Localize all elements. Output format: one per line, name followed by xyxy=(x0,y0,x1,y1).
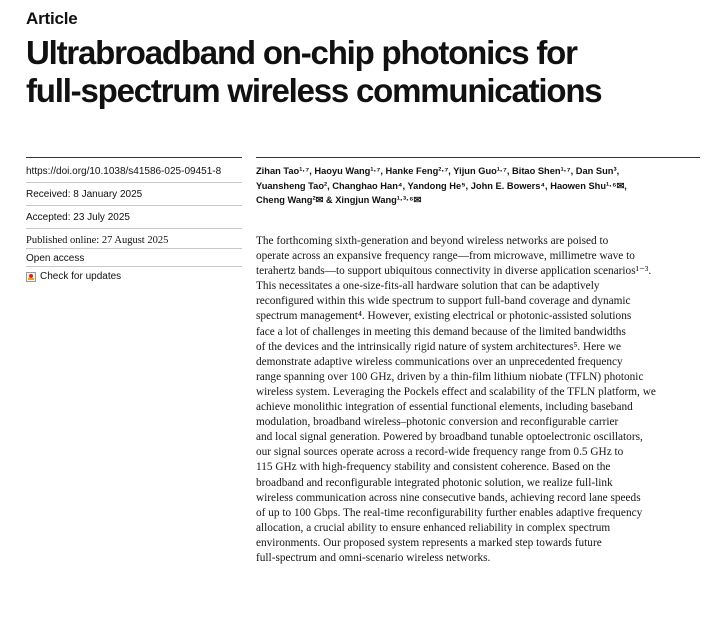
abstract-line: demonstrate adaptive wireless communications over an unprecedented frequency xyxy=(256,355,623,368)
check-for-updates-button[interactable] xyxy=(26,271,242,282)
author-list xyxy=(256,164,696,208)
author-line: Cheng Wang²✉ & Xingjun Wang¹·³·⁶✉ xyxy=(256,195,422,205)
abstract-line: face a lot of challenges in meeting this demand because of the limited bandwidths xyxy=(256,325,626,338)
abstract-line: modulation, broadband wireless–photonic conversion and reconfigurable carrier xyxy=(256,416,619,429)
meta-top-rule xyxy=(26,157,242,158)
author-line: Yuansheng Tao², Changhao Han⁴, Yandong He⁵, John E. Bowers⁴, Haowen Shu¹·⁶✉, xyxy=(256,180,627,191)
meta-divider xyxy=(26,248,242,249)
abstract-line: The forthcoming sixth-generation and beyond wireless networks are poised to xyxy=(256,235,609,247)
abstract-line: full-spectrum and omni-scenario wireless networks. xyxy=(256,551,491,564)
abstract-line: wireless system. Leveraging the Pockels effect and scalability of the TFLN platform, we xyxy=(256,385,656,398)
abstract-line: spectrum management⁴. However, existing electrical or photonic-assisted solutions xyxy=(256,310,632,323)
abstract-line: allocation, a crucial ability to ensure enhanced reliability in complex spectrum xyxy=(256,521,611,534)
abstract-line: environments. Our proposed system represents a marked step towards future xyxy=(256,536,602,549)
meta-divider xyxy=(26,228,242,229)
abstract-line: operate across an expansive frequency range—from microwave, millimetre wave to xyxy=(256,250,635,263)
abstract-line: our signal sources operate across a record-wide frequency range from 0.5 GHz to xyxy=(256,446,624,459)
open-access-label: Open access xyxy=(26,253,85,264)
abstract-line: of up to 100 Gbps. The real-time reconfigurability further enables adaptive frequency xyxy=(256,506,643,519)
published-date: Published online: 27 August 2025 xyxy=(26,235,169,246)
abstract-line: 115 GHz with high-frequency stability and consistent coherence. Based on the xyxy=(256,461,611,474)
abstract-line: This necessitates a one-size-fits-all hardware solution that can be adaptively xyxy=(256,280,600,293)
abstract-line: and local signal generation. Powered by broadband tunable optoelectronic oscillators, xyxy=(256,431,643,444)
title-line: Ultrabroadband on-chip photonics for xyxy=(26,34,577,71)
abstract-line: reconfigured within this wide spectrum to support full-band coverage and dynamic xyxy=(256,295,631,308)
abstract-line: range spanning over 100 GHz, driven by a thin-film lithium niobate (TFLN) photonic xyxy=(256,370,644,383)
check-for-updates-label: Check for updates xyxy=(40,271,122,282)
accepted-date: Accepted: 23 July 2025 xyxy=(26,212,130,223)
abstract-line: achieve monolithic integration of essential functional elements, including baseband xyxy=(256,401,633,414)
abstract-line: broadband and reconfigurable integrated photonic solution, we realize full-link xyxy=(256,476,613,489)
meta-divider xyxy=(26,266,242,267)
title-line: full-spectrum wireless communications xyxy=(26,72,602,109)
author-line: Zihan Tao¹·⁷, Haoyu Wang¹·⁷, Hanke Feng²·⁷, Yijun Guo¹·⁷, Bitao Shen¹·⁷, Dan Sun³, xyxy=(256,166,620,176)
abstract-line: wireless communication across nine consecutive bands, achieving record lane speeds xyxy=(256,491,641,504)
meta-divider xyxy=(26,182,242,183)
meta-divider xyxy=(26,205,242,206)
check-for-updates-icon xyxy=(26,272,36,282)
doi-link[interactable]: https://doi.org/10.1038/s41586-025-09451-8 xyxy=(26,166,222,177)
abstract-line: terahertz bands—to support ubiquitous connectivity in diverse application scenarios¹⁻³. xyxy=(256,265,652,278)
abstract-line: of the devices and the intrinsically rigid nature of system architectures⁵. Here we xyxy=(256,340,621,353)
received-date: Received: 8 January 2025 xyxy=(26,189,143,200)
authors-top-rule xyxy=(256,157,700,158)
article-title xyxy=(26,34,706,110)
article-type-label: Article xyxy=(26,9,78,28)
abstract xyxy=(256,234,700,566)
